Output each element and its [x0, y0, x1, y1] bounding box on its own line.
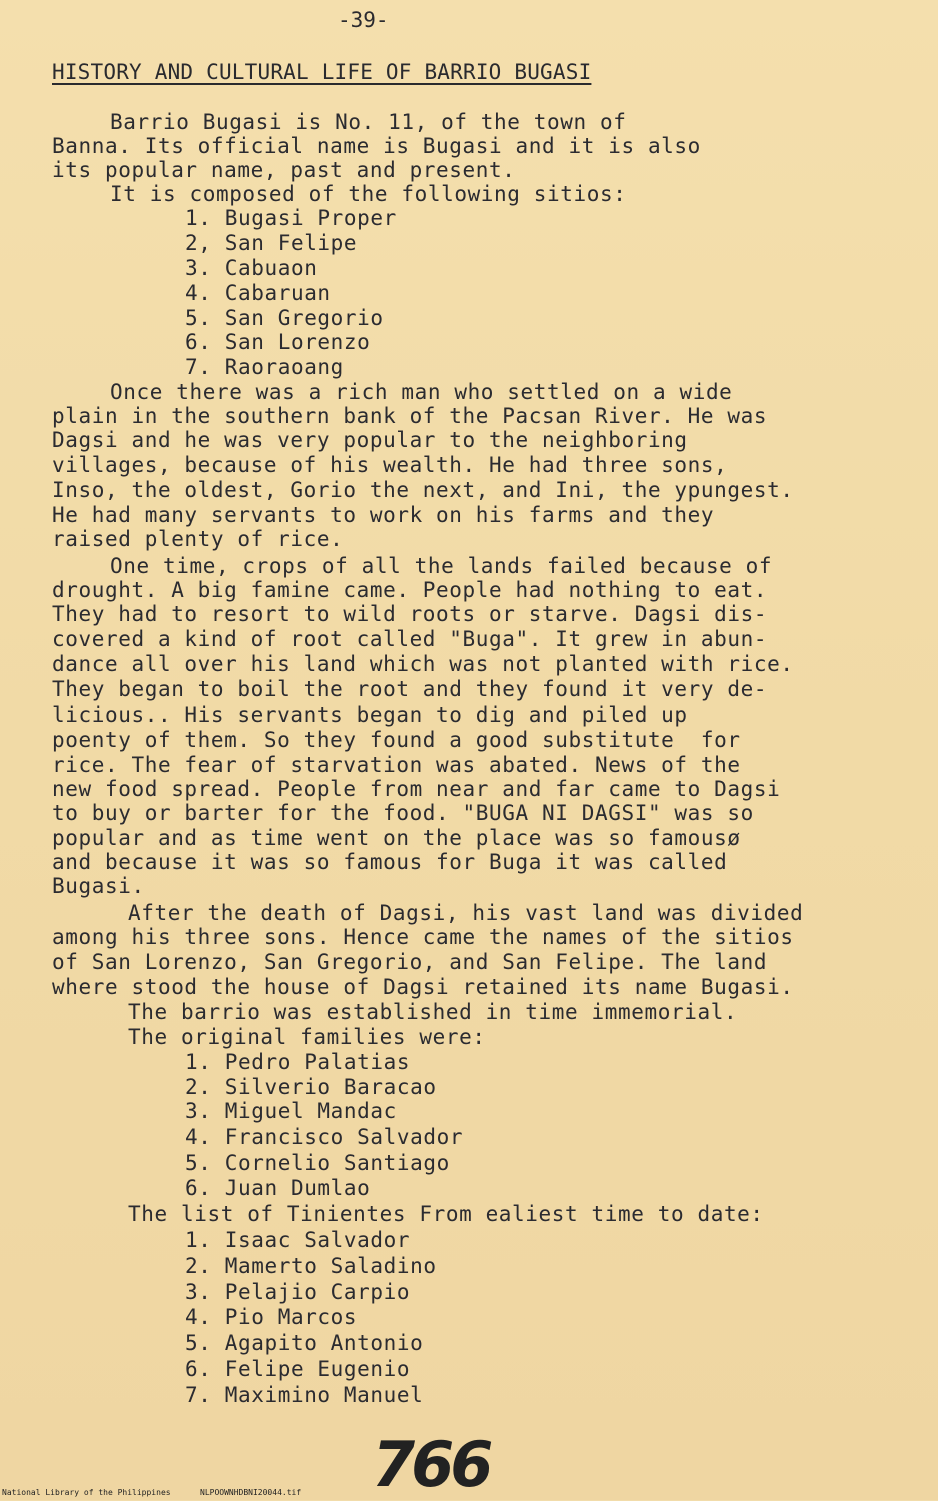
- paragraph-1-line: Dagsi and he was very popular to the neighboring: [52, 428, 688, 452]
- paragraph-2-line: They had to resort to wild roots or starve. Dagsi dis-: [52, 602, 768, 626]
- tiniente-item: 3. Pelajio Carpio: [185, 1280, 411, 1304]
- family-item: 4. Francisco Salvador: [185, 1125, 464, 1149]
- paragraph-1-line: Once there was a rich man who settled on a wide: [110, 380, 733, 404]
- tiniente-item: 6. Felipe Eugenio: [185, 1357, 411, 1381]
- intro-line: Banna. Its official name is Bugasi and it is also: [52, 134, 701, 158]
- tinientes-intro: The list of Tinientes From ealiest time to date:: [128, 1202, 764, 1226]
- tiniente-item: 2. Mamerto Saladino: [185, 1254, 437, 1278]
- paragraph-1-line: villages, because of his wealth. He had three sons,: [52, 453, 728, 477]
- paragraph-2-line: popular and as time went on the place was so famousø: [52, 826, 741, 850]
- established-line: The barrio was established in time immemorial.: [128, 1000, 738, 1024]
- sitio-item: 5. San Gregorio: [185, 306, 384, 330]
- page-number: -39-: [338, 8, 389, 32]
- paragraph-2-line: and because it was so famous for Buga it was called: [52, 850, 728, 874]
- paragraph-2-line: poenty of them. So they found a good substitute for: [52, 728, 741, 752]
- paragraph-3-line: where stood the house of Dagsi retained its name Bugasi.: [52, 975, 794, 999]
- families-intro: The original families were:: [128, 1025, 486, 1049]
- footer-library-credit: National Library of the Philippines: [2, 1488, 171, 1497]
- family-item: 1. Pedro Palatias: [185, 1050, 411, 1074]
- paragraph-2-line: to buy or barter for the food. "BUGA NI DAGSI" was so: [52, 801, 754, 825]
- family-item: 3. Miguel Mandac: [185, 1099, 397, 1123]
- paragraph-1-line: raised plenty of rice.: [52, 527, 344, 551]
- tiniente-item: 7. Maximino Manuel: [185, 1383, 424, 1407]
- document-title: HISTORY AND CULTURAL LIFE OF BARRIO BUGASI: [52, 60, 592, 84]
- handwritten-page-number: 766: [372, 1428, 490, 1501]
- tiniente-item: 1. Isaac Salvador: [185, 1228, 411, 1252]
- paragraph-2-line: One time, crops of all the lands failed because of: [110, 554, 773, 578]
- paragraph-2-line: new food spread. People from near and far came to Dagsi: [52, 777, 781, 801]
- paragraph-2-line: licious.. His servants began to dig and piled up: [52, 703, 688, 727]
- paragraph-3-line: After the death of Dagsi, his vast land was divided: [128, 901, 804, 925]
- paragraph-2-line: rice. The fear of starvation was abated. News of the: [52, 753, 741, 777]
- footer-filename: NLPOOWNHDBNI20044.tif: [200, 1488, 302, 1497]
- sitio-item: 2, San Felipe: [185, 231, 358, 255]
- paragraph-1-line: plain in the southern bank of the Pacsan River. He was: [52, 404, 768, 428]
- paragraph-2-line: drought. A big famine came. People had nothing to eat.: [52, 578, 768, 602]
- intro-line: Barrio Bugasi is No. 11, of the town of: [110, 110, 627, 134]
- family-item: 6. Juan Dumlao: [185, 1176, 371, 1200]
- family-item: 5. Cornelio Santiago: [185, 1151, 450, 1175]
- paragraph-2-line: They began to boil the root and they found it very de-: [52, 677, 768, 701]
- intro-line: its popular name, past and present.: [52, 158, 516, 182]
- sitios-intro: It is composed of the following sitios:: [110, 182, 627, 206]
- tiniente-item: 4. Pio Marcos: [185, 1305, 358, 1329]
- sitio-item: 1. Bugasi Proper: [185, 206, 397, 230]
- paragraph-1-line: He had many servants to work on his farms and they: [52, 503, 715, 527]
- sitio-item: 4. Cabaruan: [185, 281, 331, 305]
- tiniente-item: 5. Agapito Antonio: [185, 1331, 424, 1355]
- paragraph-1-line: Inso, the oldest, Gorio the next, and Ini, the ypungest.: [52, 478, 794, 502]
- family-item: 2. Silverio Baracao: [185, 1075, 437, 1099]
- paragraph-3-line: of San Lorenzo, San Gregorio, and San Felipe. The land: [52, 950, 768, 974]
- paragraph-2-line: dance all over his land which was not planted with rice.: [52, 652, 794, 676]
- sitio-item: 7. Raoraoang: [185, 355, 344, 379]
- paragraph-2-line: Bugasi.: [52, 874, 145, 898]
- paragraph-3-line: among his three sons. Hence came the names of the sitios: [52, 925, 794, 949]
- paragraph-2-line: covered a kind of root called "Buga". It grew in abun-: [52, 627, 768, 651]
- sitio-item: 6. San Lorenzo: [185, 330, 371, 354]
- sitio-item: 3. Cabuaon: [185, 256, 318, 280]
